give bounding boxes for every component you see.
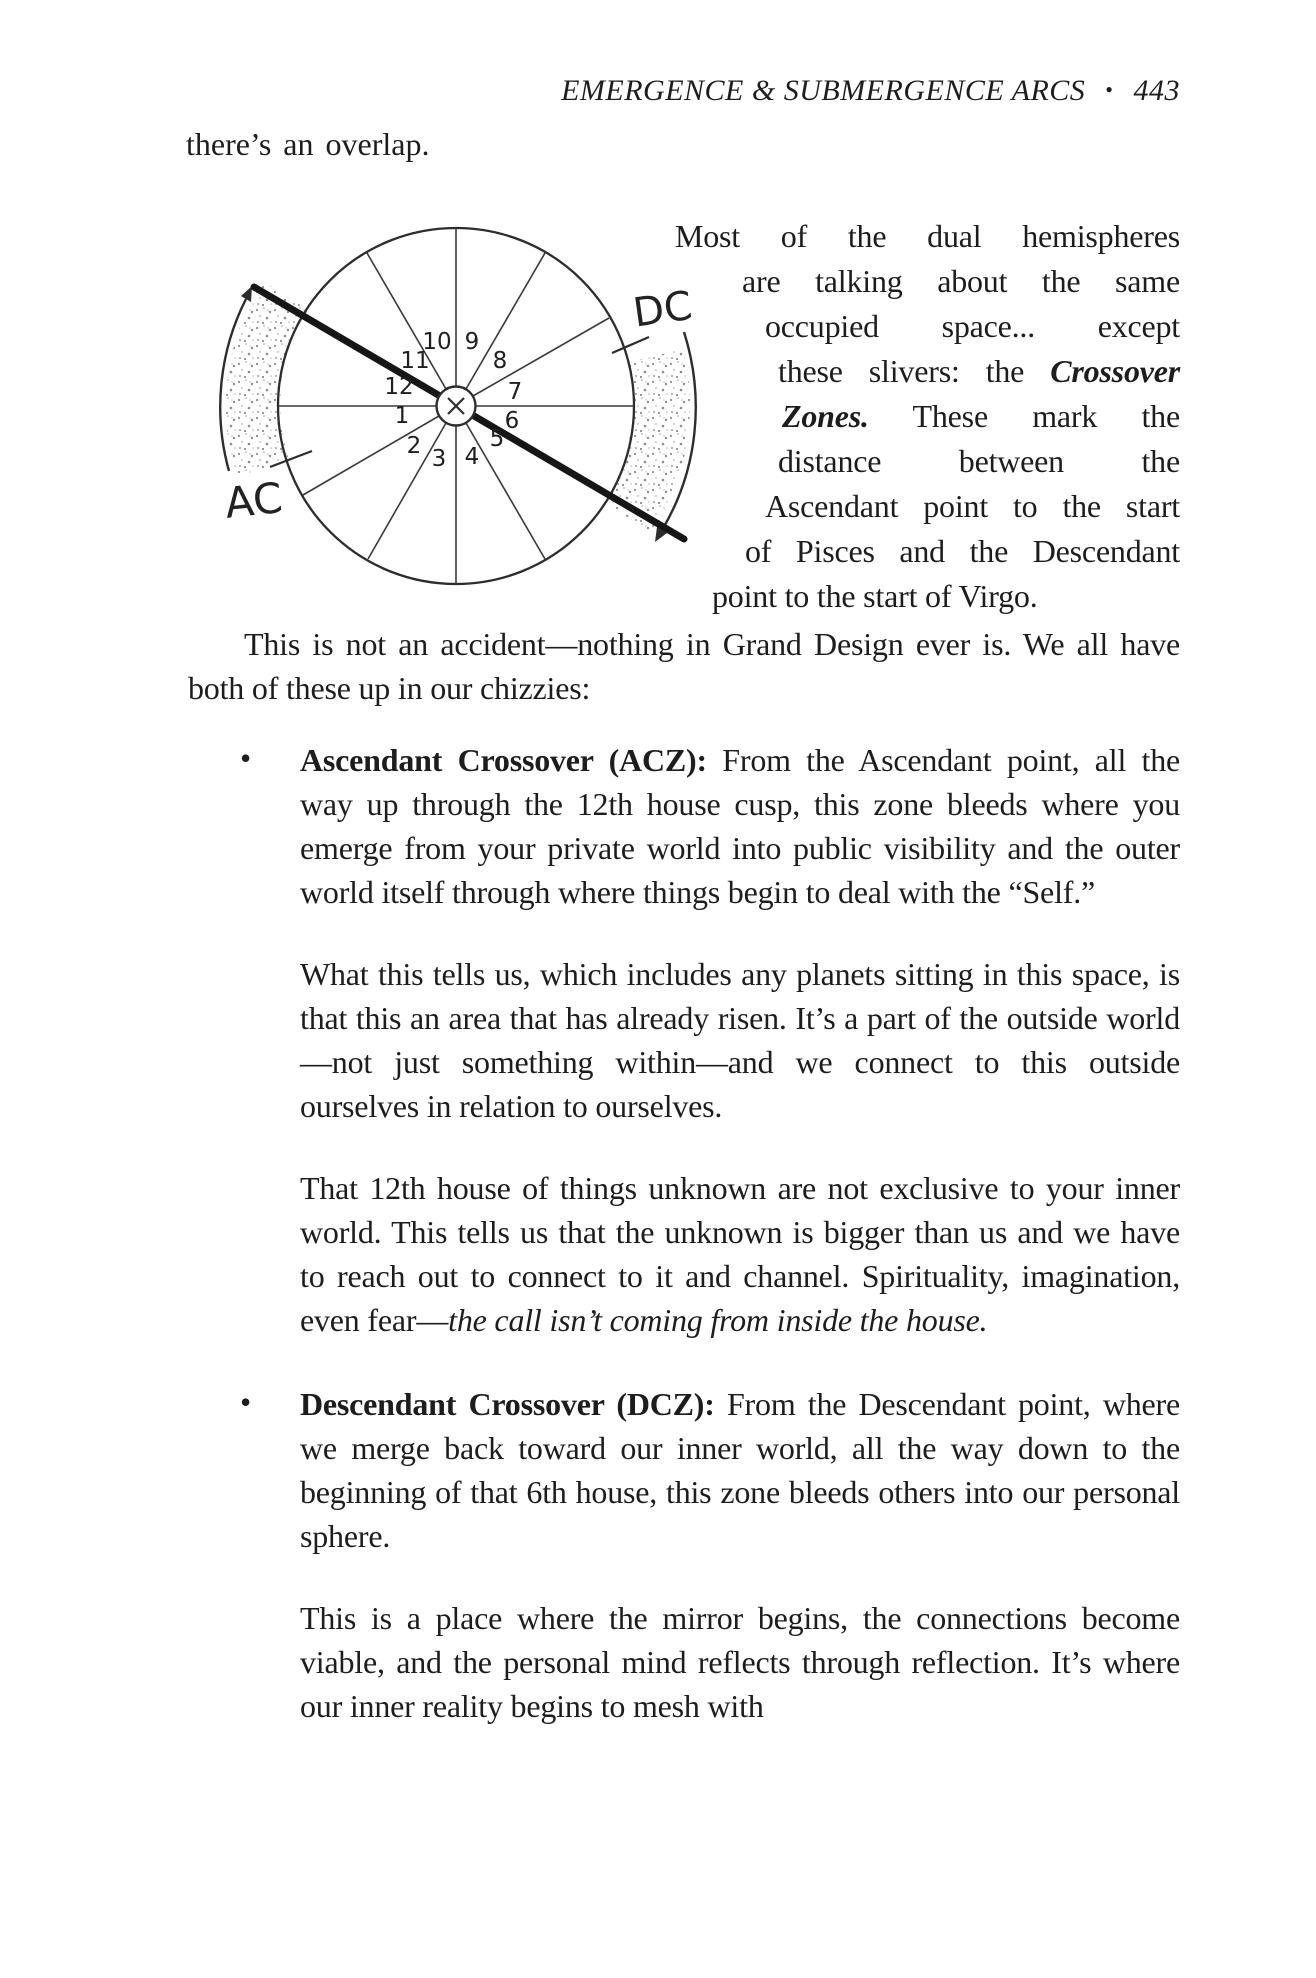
ac-label: AC: [222, 473, 285, 528]
bullet-icon: •: [240, 1384, 252, 1420]
house-number: 7: [507, 379, 523, 405]
house-number: 9: [464, 329, 480, 355]
house-number: 6: [504, 408, 520, 434]
acz-paragraph-2: That 12th house of things unknown are not exclusive to your inner world. This tells us that the unknown is bigger than us and we have to reach out to connect to it and channel. Spirituality, imagination, even fear—the call isn’t coming from inside the house.: [300, 1170, 1180, 1338]
list-item-text: Ascendant Crossover (ACZ): From the Ascendant point, all the way up through the 12th house cusp, this zone bleeds where you emerge from your private world into public visibility and the outer world itself through where things begin to deal with the “Self.”: [300, 742, 1180, 910]
wrap-line: of Pisces and the Descendant: [745, 533, 1180, 569]
opening-line: there’s an overlap.: [186, 126, 430, 162]
house-number: 5: [489, 426, 505, 452]
house-number: 2: [406, 433, 422, 459]
house-number: 10: [422, 329, 452, 355]
bullet-icon: •: [240, 740, 252, 776]
house-number: 3: [431, 446, 447, 472]
running-head: [561, 74, 1180, 108]
acz-paragraph-1: What this tells us, which includes any planets sitting in this space, is that this an area that has already risen. It’s a part of the outside world—not just something within—and we connect to this outside ourselves in relation to ourselves.: [300, 956, 1180, 1124]
running-head-title: EMERGENCE & SUBMERGENCE ARCS: [561, 74, 1086, 107]
house-number: 11: [400, 348, 430, 374]
wrap-line: these slivers: the Crossover: [778, 353, 1180, 389]
house-number: 4: [464, 444, 480, 470]
dc-label: DC: [630, 282, 695, 337]
wrap-line: Zones. These mark the: [782, 398, 1180, 434]
list-item-acz: [188, 738, 1180, 914]
house-number: 12: [384, 374, 414, 400]
list-item-text: Descendant Crossover (DCZ): From the Descendant point, where we merge back toward our inner world, all the way down to the beginning of that 6th house, this zone bleeds others into our personal sphere.: [300, 1386, 1180, 1554]
page-number: 443: [1133, 74, 1180, 107]
wrap-line: point to the start of Virgo.: [712, 578, 1038, 614]
house-number: 8: [492, 348, 508, 374]
wrap-line: occupied space... except: [765, 308, 1180, 344]
wrap-line: are talking about the same: [742, 263, 1180, 299]
list-item-dcz: [188, 1382, 1180, 1558]
intro-paragraph: This is not an accident—nothing in Grand Design ever is. We all have both of these up in our chizzies:: [188, 626, 1180, 706]
dc-tick-mark: [612, 337, 649, 353]
wrap-line: distance between the: [778, 443, 1180, 479]
house-number: 1: [394, 403, 410, 429]
dcz-paragraph-1: This is a place where the mirror begins, the connections become viable, and the personal mind reflects through reflection. It’s where our inner reality begins to mesh with: [300, 1600, 1180, 1724]
separator-dot-icon: •: [1105, 77, 1114, 102]
figure-wrap-text: [660, 214, 1180, 619]
zodiac-wheel-figure: [165, 163, 725, 608]
wrap-line: Ascendant point to the start: [765, 488, 1180, 524]
crossover-list: [188, 738, 1180, 1728]
wrap-line: Most of the dual hemispheres: [675, 218, 1180, 254]
